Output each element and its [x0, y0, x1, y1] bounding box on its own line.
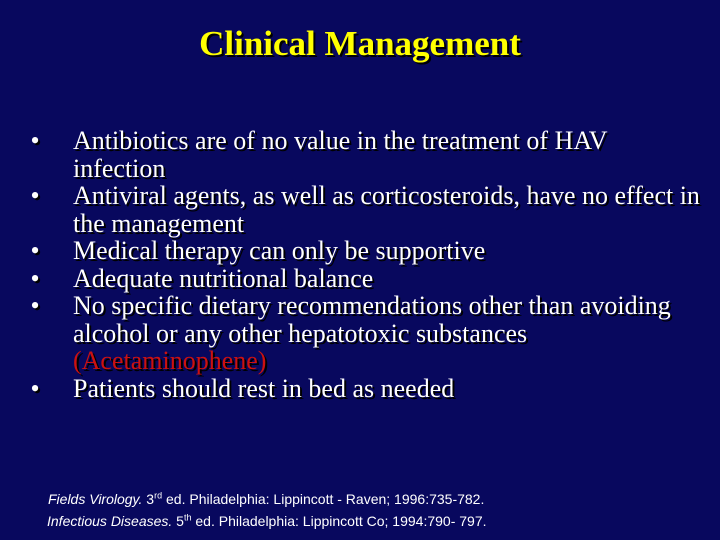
reference-edition-suffix: rd: [154, 490, 163, 501]
reference-line: [47, 510, 708, 532]
slide-title: Clinical Management: [199, 24, 521, 63]
reference-details: ed. Philadelphia: Lippincott Co; 1994:790- 797.: [191, 513, 487, 529]
bullet-text: Medical therapy can only be supportive: [73, 236, 486, 265]
bullet-item: [25, 292, 705, 375]
reference-edition-suffix: th: [183, 512, 192, 523]
bullet-item: [25, 375, 705, 403]
reference-edition-number: 5: [172, 513, 184, 529]
bullet-item: [25, 127, 705, 182]
reference-title: Infectious Diseases.: [47, 513, 173, 529]
bullet-dot: •: [30, 181, 40, 210]
bullet-text: Patients should rest in bed as needed: [73, 373, 455, 403]
bullet-item: [25, 182, 705, 237]
references: [48, 488, 708, 532]
bullet-item: [25, 265, 705, 293]
reference-details: ed. Philadelphia: Lippincott - Raven; 1996:735-782.: [162, 491, 485, 507]
bullet-dot: •: [30, 291, 40, 320]
bullet-list: [25, 127, 705, 402]
reference-title: Fields Virology.: [48, 491, 143, 507]
highlighted-term: (Acetaminophene): [73, 346, 267, 375]
bullet-dot: •: [30, 236, 40, 265]
bullet-item: [25, 237, 705, 265]
bullet-text: Antibiotics are of no value in the treatment of HAV infection: [73, 126, 608, 183]
bullet-text: Antiviral agents, as well as corticosteroids, have no effect in the management: [73, 181, 700, 238]
bullet-text: No specific dietary recommendations other than avoiding alcohol or any other hepatotoxic substances: [73, 291, 671, 348]
bullet-dot: •: [30, 263, 40, 293]
bullet-dot: •: [30, 126, 40, 155]
reference-edition-number: 3: [142, 491, 155, 507]
reference-line: [48, 488, 708, 510]
bullet-text: Adequate nutritional balance: [73, 263, 374, 293]
bullet-dot: •: [30, 373, 40, 403]
